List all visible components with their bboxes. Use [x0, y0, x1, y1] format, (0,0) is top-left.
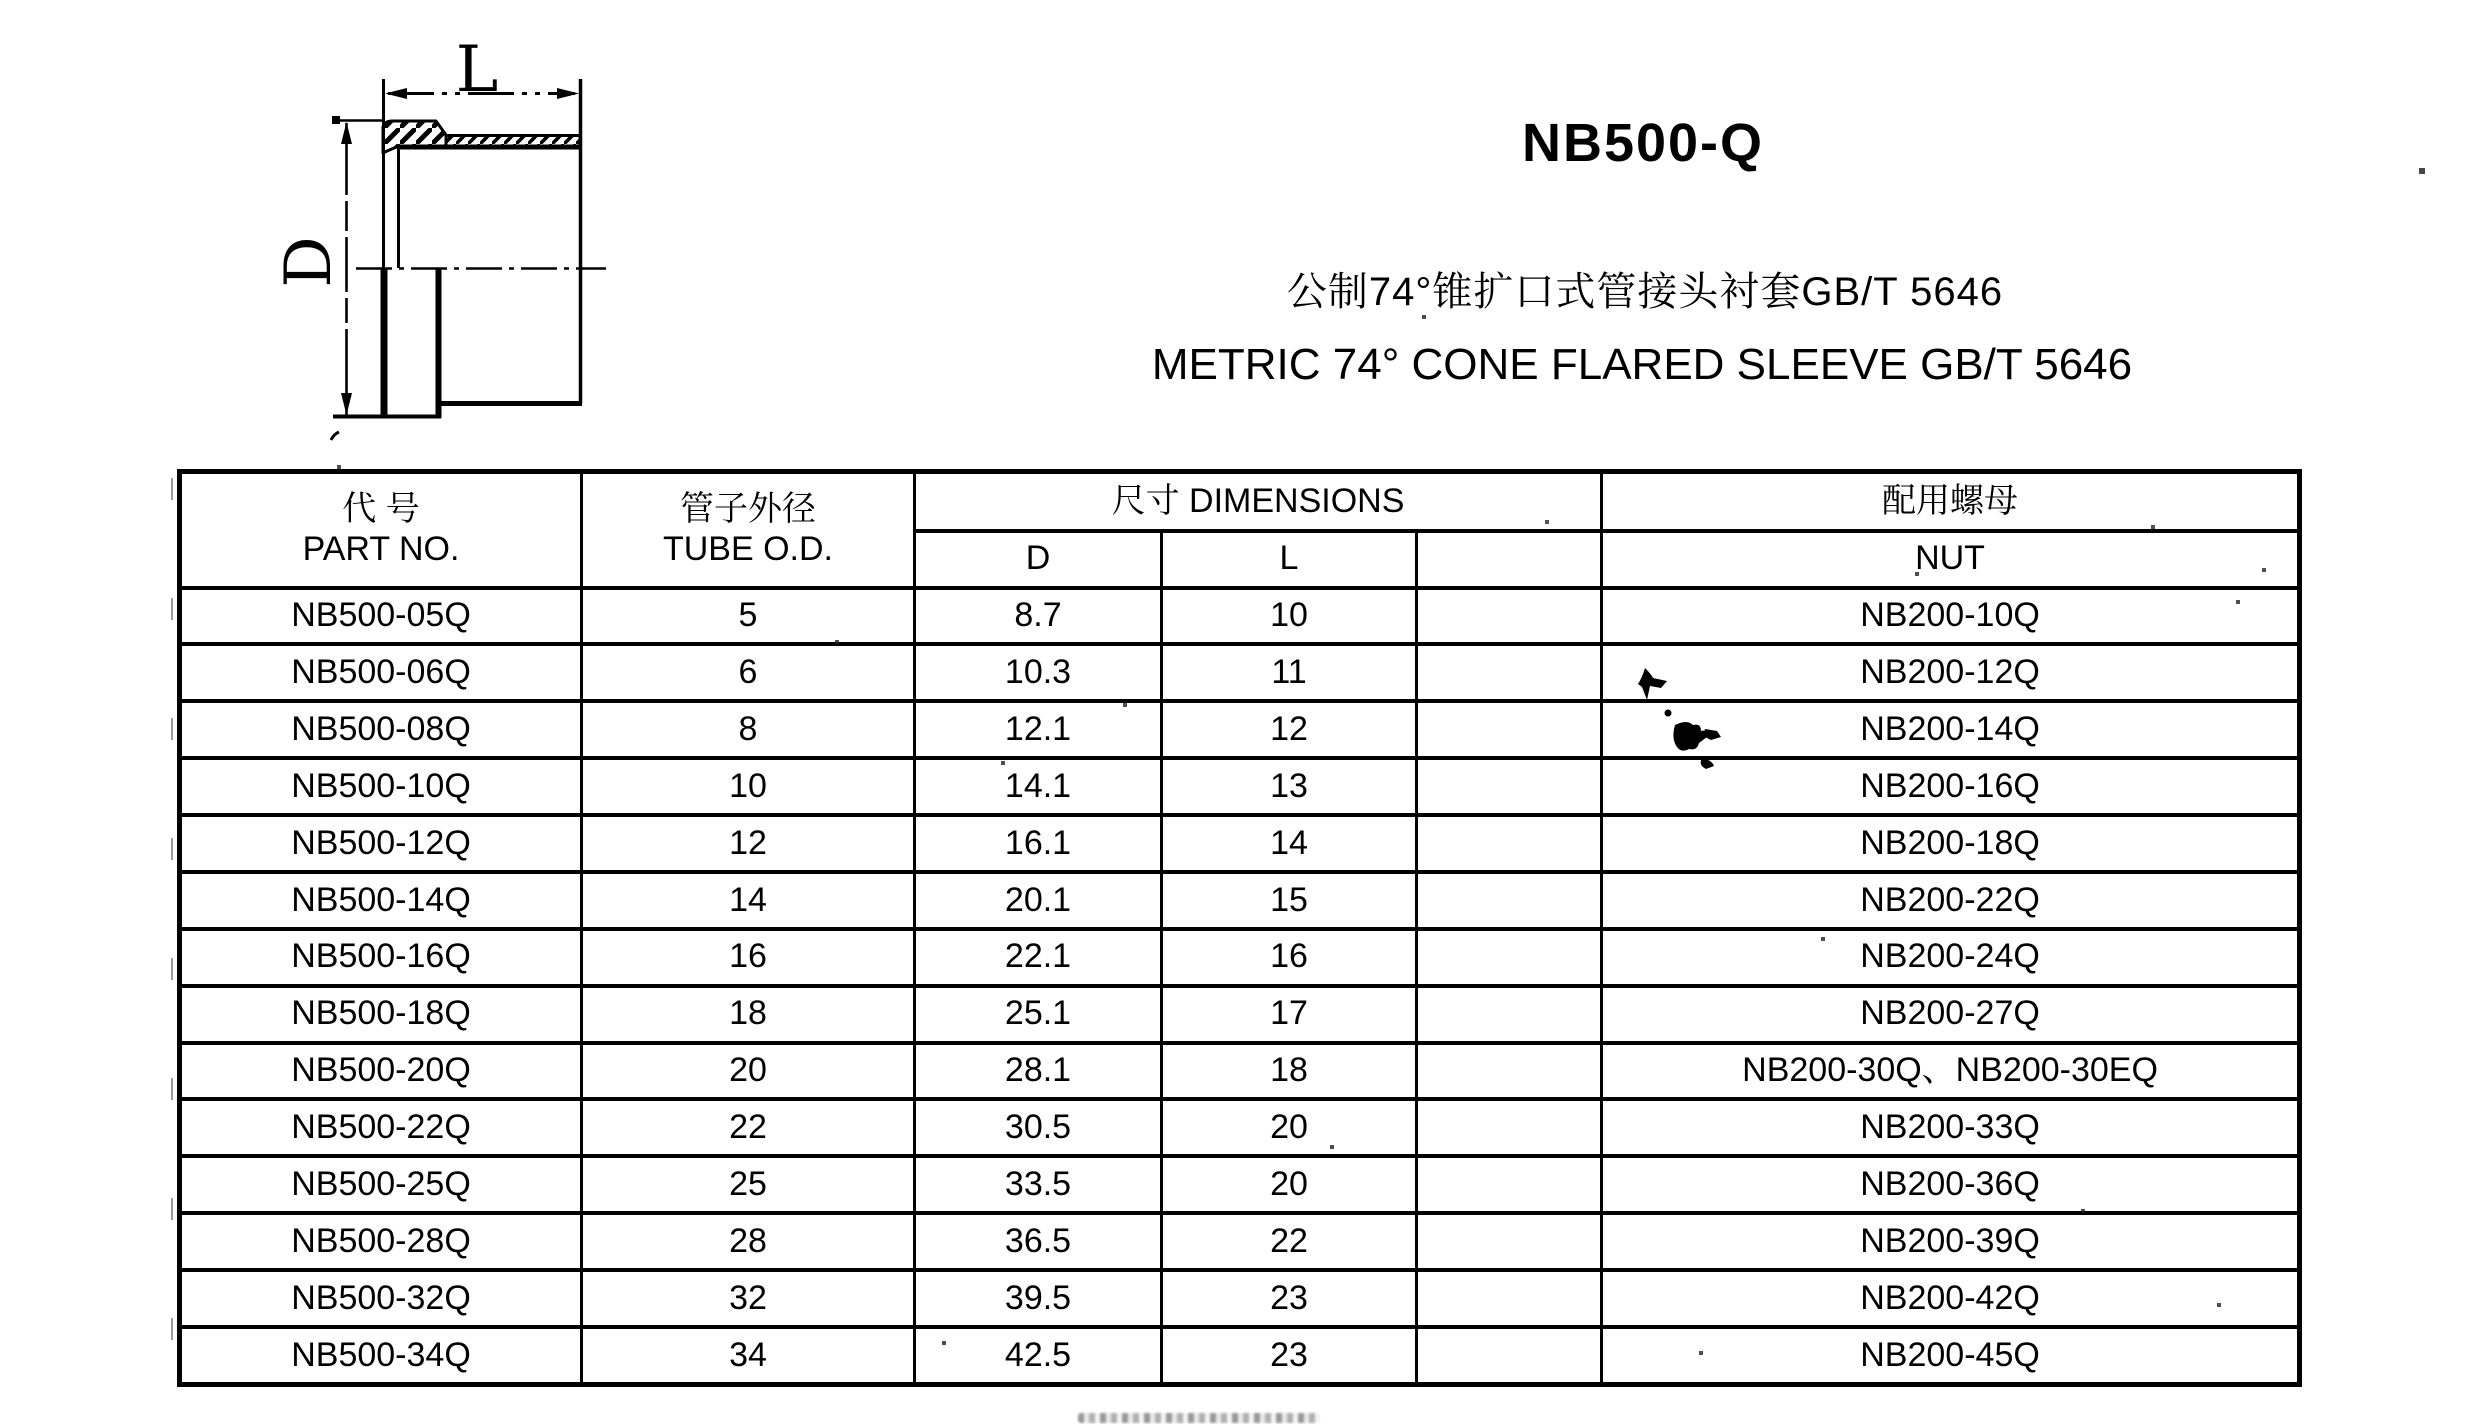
- ink-blot-large: [1673, 722, 1707, 751]
- cell-d: 39.5: [915, 1270, 1162, 1327]
- cell-d: 20.1: [915, 872, 1162, 929]
- cell-d: 8.7: [915, 588, 1162, 645]
- cell-part_no: NB500-10Q: [180, 758, 582, 815]
- cell-part_no: NB500-25Q: [180, 1156, 582, 1213]
- part-section-wall: [446, 136, 580, 147]
- col-header-d: D: [915, 531, 1162, 588]
- cell-d: 42.5: [915, 1327, 1162, 1385]
- table-row: [180, 644, 2300, 701]
- cell-l: 14: [1162, 815, 1417, 872]
- cell-tube_od: 34: [582, 1327, 915, 1385]
- cell-nut: NB200-33Q: [1602, 1099, 2300, 1156]
- cell-tube_od: 32: [582, 1270, 915, 1327]
- table-row: [180, 815, 2300, 872]
- col-header-tube-od-zh: 管子外径: [680, 489, 816, 528]
- technical-drawing: [270, 20, 690, 460]
- stray-mark: [331, 432, 339, 440]
- col-header-nut-en: NUT: [1602, 531, 2300, 588]
- cell-d: 16.1: [915, 815, 1162, 872]
- table-row: [180, 929, 2300, 986]
- cell-nut: NB200-18Q: [1602, 815, 2300, 872]
- ink-blot-right: [1703, 729, 1721, 740]
- table-row: [180, 701, 2300, 758]
- dim-label-d: D: [272, 236, 346, 288]
- table-row: [180, 1099, 2300, 1156]
- cell-blank: [1417, 872, 1602, 929]
- cell-tube_od: 20: [582, 1043, 915, 1100]
- cell-d: 22.1: [915, 929, 1162, 986]
- dim-arrow-d-bottom: [341, 393, 352, 415]
- cell-nut: NB200-22Q: [1602, 872, 2300, 929]
- cell-tube_od: 22: [582, 1099, 915, 1156]
- cell-part_no: NB500-28Q: [180, 1213, 582, 1270]
- page-title: NB500-Q: [1521, 113, 1765, 173]
- cell-blank: [1417, 1099, 1602, 1156]
- cell-blank: [1417, 1156, 1602, 1213]
- cell-tube_od: 14: [582, 872, 915, 929]
- cell-l: 23: [1162, 1327, 1417, 1385]
- cell-d: 12.1: [915, 701, 1162, 758]
- cell-tube_od: 16: [582, 929, 915, 986]
- subtitle-english: METRIC 74° CONE FLARED SLEEVE GB/T 5646: [1151, 340, 2133, 389]
- cell-tube_od: 10: [582, 758, 915, 815]
- cell-nut: NB200-14Q: [1602, 701, 2300, 758]
- cell-blank: [1417, 644, 1602, 701]
- table-row: [180, 758, 2300, 815]
- cell-nut: NB200-16Q: [1602, 758, 2300, 815]
- cell-nut: NB200-27Q: [1602, 986, 2300, 1043]
- cell-l: 22: [1162, 1213, 1417, 1270]
- table-row: [180, 1156, 2300, 1213]
- scan-noise-speckles: [0, 0, 2, 2]
- cell-d: 25.1: [915, 986, 1162, 1043]
- scan-smudge: [1078, 1413, 1320, 1423]
- scan-artifact-line: [171, 478, 173, 1380]
- table-row: [180, 872, 2300, 929]
- subtitle-chinese: 公制74°锥扩口式管接头衬套GB/T 5646: [1286, 270, 2004, 314]
- cell-part_no: NB500-22Q: [180, 1099, 582, 1156]
- spec-table-header: [180, 472, 2300, 588]
- ink-dot: [1665, 710, 1672, 717]
- spec-table-body: [180, 588, 2300, 1385]
- cell-l: 15: [1162, 872, 1417, 929]
- cell-d: 36.5: [915, 1213, 1162, 1270]
- spec-table: [177, 469, 2302, 1387]
- table-row: [180, 1043, 2300, 1100]
- cell-blank: [1417, 1327, 1602, 1385]
- cell-l: 20: [1162, 1099, 1417, 1156]
- cell-l: 12: [1162, 701, 1417, 758]
- cell-nut: NB200-12Q: [1602, 644, 2300, 701]
- cell-blank: [1417, 701, 1602, 758]
- cell-part_no: NB500-08Q: [180, 701, 582, 758]
- col-header-tube-od: [582, 472, 915, 588]
- table-row: [180, 1213, 2300, 1270]
- cell-part_no: NB500-06Q: [180, 644, 582, 701]
- cell-nut: NB200-10Q: [1602, 588, 2300, 645]
- cell-tube_od: 25: [582, 1156, 915, 1213]
- cell-part_no: NB500-12Q: [180, 815, 582, 872]
- cell-nut: NB200-45Q: [1602, 1327, 2300, 1385]
- cell-part_no: NB500-18Q: [180, 986, 582, 1043]
- col-header-blank: [1417, 531, 1602, 588]
- cell-tube_od: 12: [582, 815, 915, 872]
- cell-d: 30.5: [915, 1099, 1162, 1156]
- cell-nut: NB200-39Q: [1602, 1213, 2300, 1270]
- col-header-dimensions: 尺寸 DIMENSIONS: [915, 472, 1602, 531]
- col-header-l: L: [1162, 531, 1417, 588]
- cell-part_no: NB500-05Q: [180, 588, 582, 645]
- cell-d: 33.5: [915, 1156, 1162, 1213]
- cell-nut: NB200-24Q: [1602, 929, 2300, 986]
- cell-nut: NB200-42Q: [1602, 1270, 2300, 1327]
- cell-l: 16: [1162, 929, 1417, 986]
- cell-d: 14.1: [915, 758, 1162, 815]
- cell-l: 11: [1162, 644, 1417, 701]
- cell-part_no: NB500-20Q: [180, 1043, 582, 1100]
- cell-blank: [1417, 815, 1602, 872]
- table-row: [180, 1327, 2300, 1385]
- col-header-nut-zh: 配用螺母: [1602, 472, 2300, 531]
- cell-nut: NB200-30Q、NB200-30EQ: [1602, 1043, 2300, 1100]
- ink-blot-tail: [1701, 758, 1714, 769]
- cell-blank: [1417, 1270, 1602, 1327]
- cell-blank: [1417, 758, 1602, 815]
- cell-l: 10: [1162, 588, 1417, 645]
- dim-arrow-l-left: [385, 88, 407, 99]
- dim-tick-d: [332, 116, 340, 124]
- cell-l: 23: [1162, 1270, 1417, 1327]
- table-row: [180, 588, 2300, 645]
- cell-blank: [1417, 588, 1602, 645]
- cell-part_no: NB500-14Q: [180, 872, 582, 929]
- col-header-part-no-zh: 代 号: [342, 489, 420, 528]
- cell-d: 10.3: [915, 644, 1162, 701]
- cell-d: 28.1: [915, 1043, 1162, 1100]
- table-row: [180, 986, 2300, 1043]
- cell-l: 13: [1162, 758, 1417, 815]
- cell-blank: [1417, 929, 1602, 986]
- dim-arrow-d-top: [341, 122, 352, 144]
- table-row: [180, 1270, 2300, 1327]
- cell-blank: [1417, 1213, 1602, 1270]
- cell-tube_od: 8: [582, 701, 915, 758]
- dim-arrow-l-right: [557, 88, 579, 99]
- cell-l: 17: [1162, 986, 1417, 1043]
- cell-l: 18: [1162, 1043, 1417, 1100]
- cell-part_no: NB500-32Q: [180, 1270, 582, 1327]
- cell-nut: NB200-36Q: [1602, 1156, 2300, 1213]
- cell-tube_od: 18: [582, 986, 915, 1043]
- col-header-part-no-en: PART NO.: [302, 530, 460, 569]
- cell-blank: [1417, 1043, 1602, 1100]
- cell-tube_od: 28: [582, 1213, 915, 1270]
- ink-blot-small: [1638, 668, 1667, 700]
- dim-label-l: L: [455, 33, 499, 107]
- cell-part_no: NB500-34Q: [180, 1327, 582, 1385]
- cell-l: 20: [1162, 1156, 1417, 1213]
- cell-part_no: NB500-16Q: [180, 929, 582, 986]
- col-header-tube-od-en: TUBE O.D.: [662, 530, 834, 569]
- cell-blank: [1417, 986, 1602, 1043]
- col-header-part-no: [180, 472, 582, 588]
- cell-tube_od: 5: [582, 588, 915, 645]
- cell-tube_od: 6: [582, 644, 915, 701]
- ink-blot-artifacts: [1620, 655, 1740, 780]
